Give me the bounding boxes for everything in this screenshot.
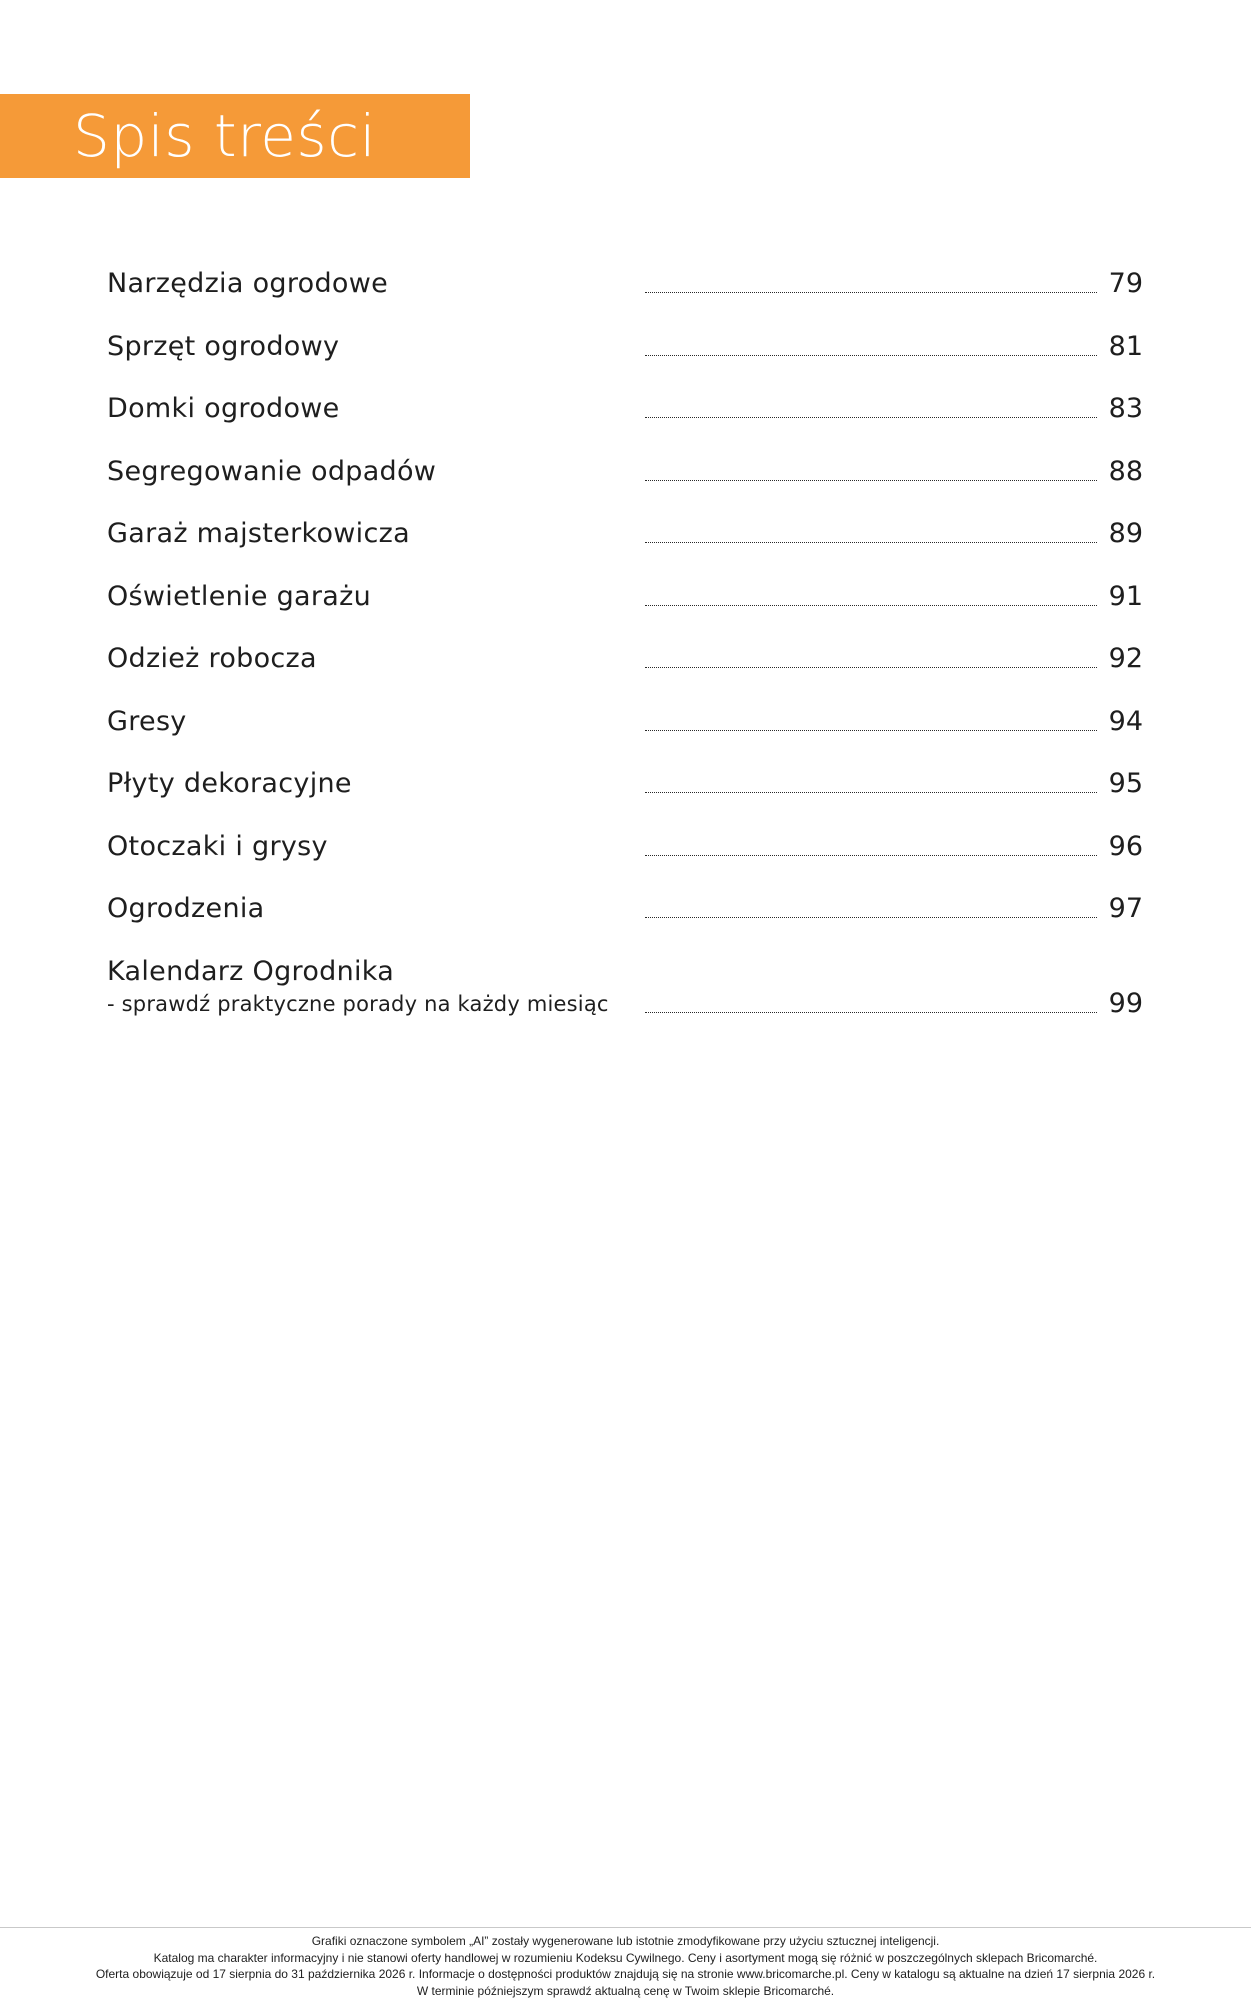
toc-entry[interactable]	[107, 325, 1143, 388]
toc-entry[interactable]	[107, 825, 1143, 888]
toc-entry-label: Sprzęt ogrodowy	[107, 330, 340, 362]
toc-entry-label: Płyty dekoracyjne	[107, 768, 352, 799]
toc-entry-label: Domki ogrodowe	[107, 393, 340, 424]
toc-entry-label: Otoczaki i grysy	[107, 830, 328, 862]
toc-entry-label: Odzież robocza	[107, 643, 317, 674]
toc-dot-leader	[645, 792, 1097, 793]
footer-line: Katalog ma charakter informacyjny i nie stanowi oferty handlowej w rozumieniu Kodeksu Cywilnego. Ceny i asortyment mogą się różnić w poszczególnych sklepach Bricomarché.	[153, 1950, 1098, 1965]
footer-line: Grafiki oznaczone symbolem „AI” zostały wygenerowane lub istotnie zmodyfikowane przy użyciu sztucznej inteligencji.	[311, 1934, 940, 1948]
toc-page-number: 83	[1108, 393, 1143, 424]
toc-page-number: 99	[1108, 987, 1143, 1019]
toc-page-number: 81	[1108, 330, 1143, 362]
toc-dot-leader	[645, 417, 1097, 418]
toc-entry-label: Garaż majsterkowicza	[107, 518, 410, 549]
toc-entry[interactable]	[107, 700, 1143, 763]
toc-entry[interactable]	[107, 387, 1143, 450]
table-of-contents	[107, 262, 1143, 1046]
toc-entry-label: Ogrodzenia	[107, 893, 265, 924]
toc-dot-leader	[645, 730, 1097, 731]
toc-page-number: 96	[1108, 830, 1143, 862]
toc-entry-label: Gresy	[107, 705, 187, 737]
toc-entry[interactable]	[107, 887, 1143, 950]
toc-entry[interactable]	[107, 512, 1143, 575]
toc-page-number: 79	[1108, 268, 1143, 299]
footer-line: Oferta obowiązuje od 17 sierpnia do 31 października 2026 r. Informacje o dostępności produktów znajdują się na stronie www.bricomarche.pl. Ceny w katalogu są aktualne na dzień 17 sierpnia 2026 r.	[95, 1967, 1156, 1981]
toc-page-number: 97	[1108, 893, 1143, 924]
toc-dot-leader	[645, 605, 1097, 606]
toc-page-number: 94	[1108, 705, 1143, 737]
toc-entry-label: Oświetlenie garażu	[107, 580, 372, 612]
toc-page-number: 91	[1108, 580, 1143, 612]
toc-page-number: 95	[1108, 768, 1143, 799]
toc-page-number: 89	[1108, 518, 1143, 549]
title-banner	[0, 94, 470, 178]
toc-dot-leader	[645, 292, 1097, 293]
toc-dot-leader	[645, 355, 1097, 356]
toc-entry[interactable]	[107, 450, 1143, 513]
toc-entry[interactable]	[107, 950, 1143, 1046]
toc-entry-sublabel: - sprawdź praktyczne porady na każdy miesiąc	[107, 991, 609, 1016]
toc-dot-leader	[645, 917, 1097, 918]
toc-entry[interactable]	[107, 262, 1143, 325]
toc-entry[interactable]	[107, 762, 1143, 825]
footer-divider	[0, 1927, 1251, 1928]
toc-dot-leader	[645, 480, 1097, 481]
toc-entry[interactable]	[107, 575, 1143, 638]
toc-entry-label: Segregowanie odpadów	[107, 455, 437, 487]
toc-entry-label: Narzędzia ogrodowe	[107, 268, 389, 299]
toc-dot-leader	[645, 855, 1097, 856]
toc-entry[interactable]	[107, 637, 1143, 700]
toc-dot-leader	[645, 667, 1097, 668]
page-title: Spis treści	[73, 102, 377, 170]
toc-page-number: 88	[1108, 455, 1143, 487]
footer-line: W terminie późniejszym sprawdź aktualną cenę w Twoim sklepie Bricomarché.	[416, 1983, 835, 1998]
legal-footer	[0, 1933, 1251, 1999]
toc-page-number: 92	[1108, 643, 1143, 674]
toc-dot-leader	[645, 1012, 1097, 1013]
toc-dot-leader	[645, 542, 1097, 543]
toc-entry-label: Kalendarz Ogrodnika	[107, 955, 395, 987]
